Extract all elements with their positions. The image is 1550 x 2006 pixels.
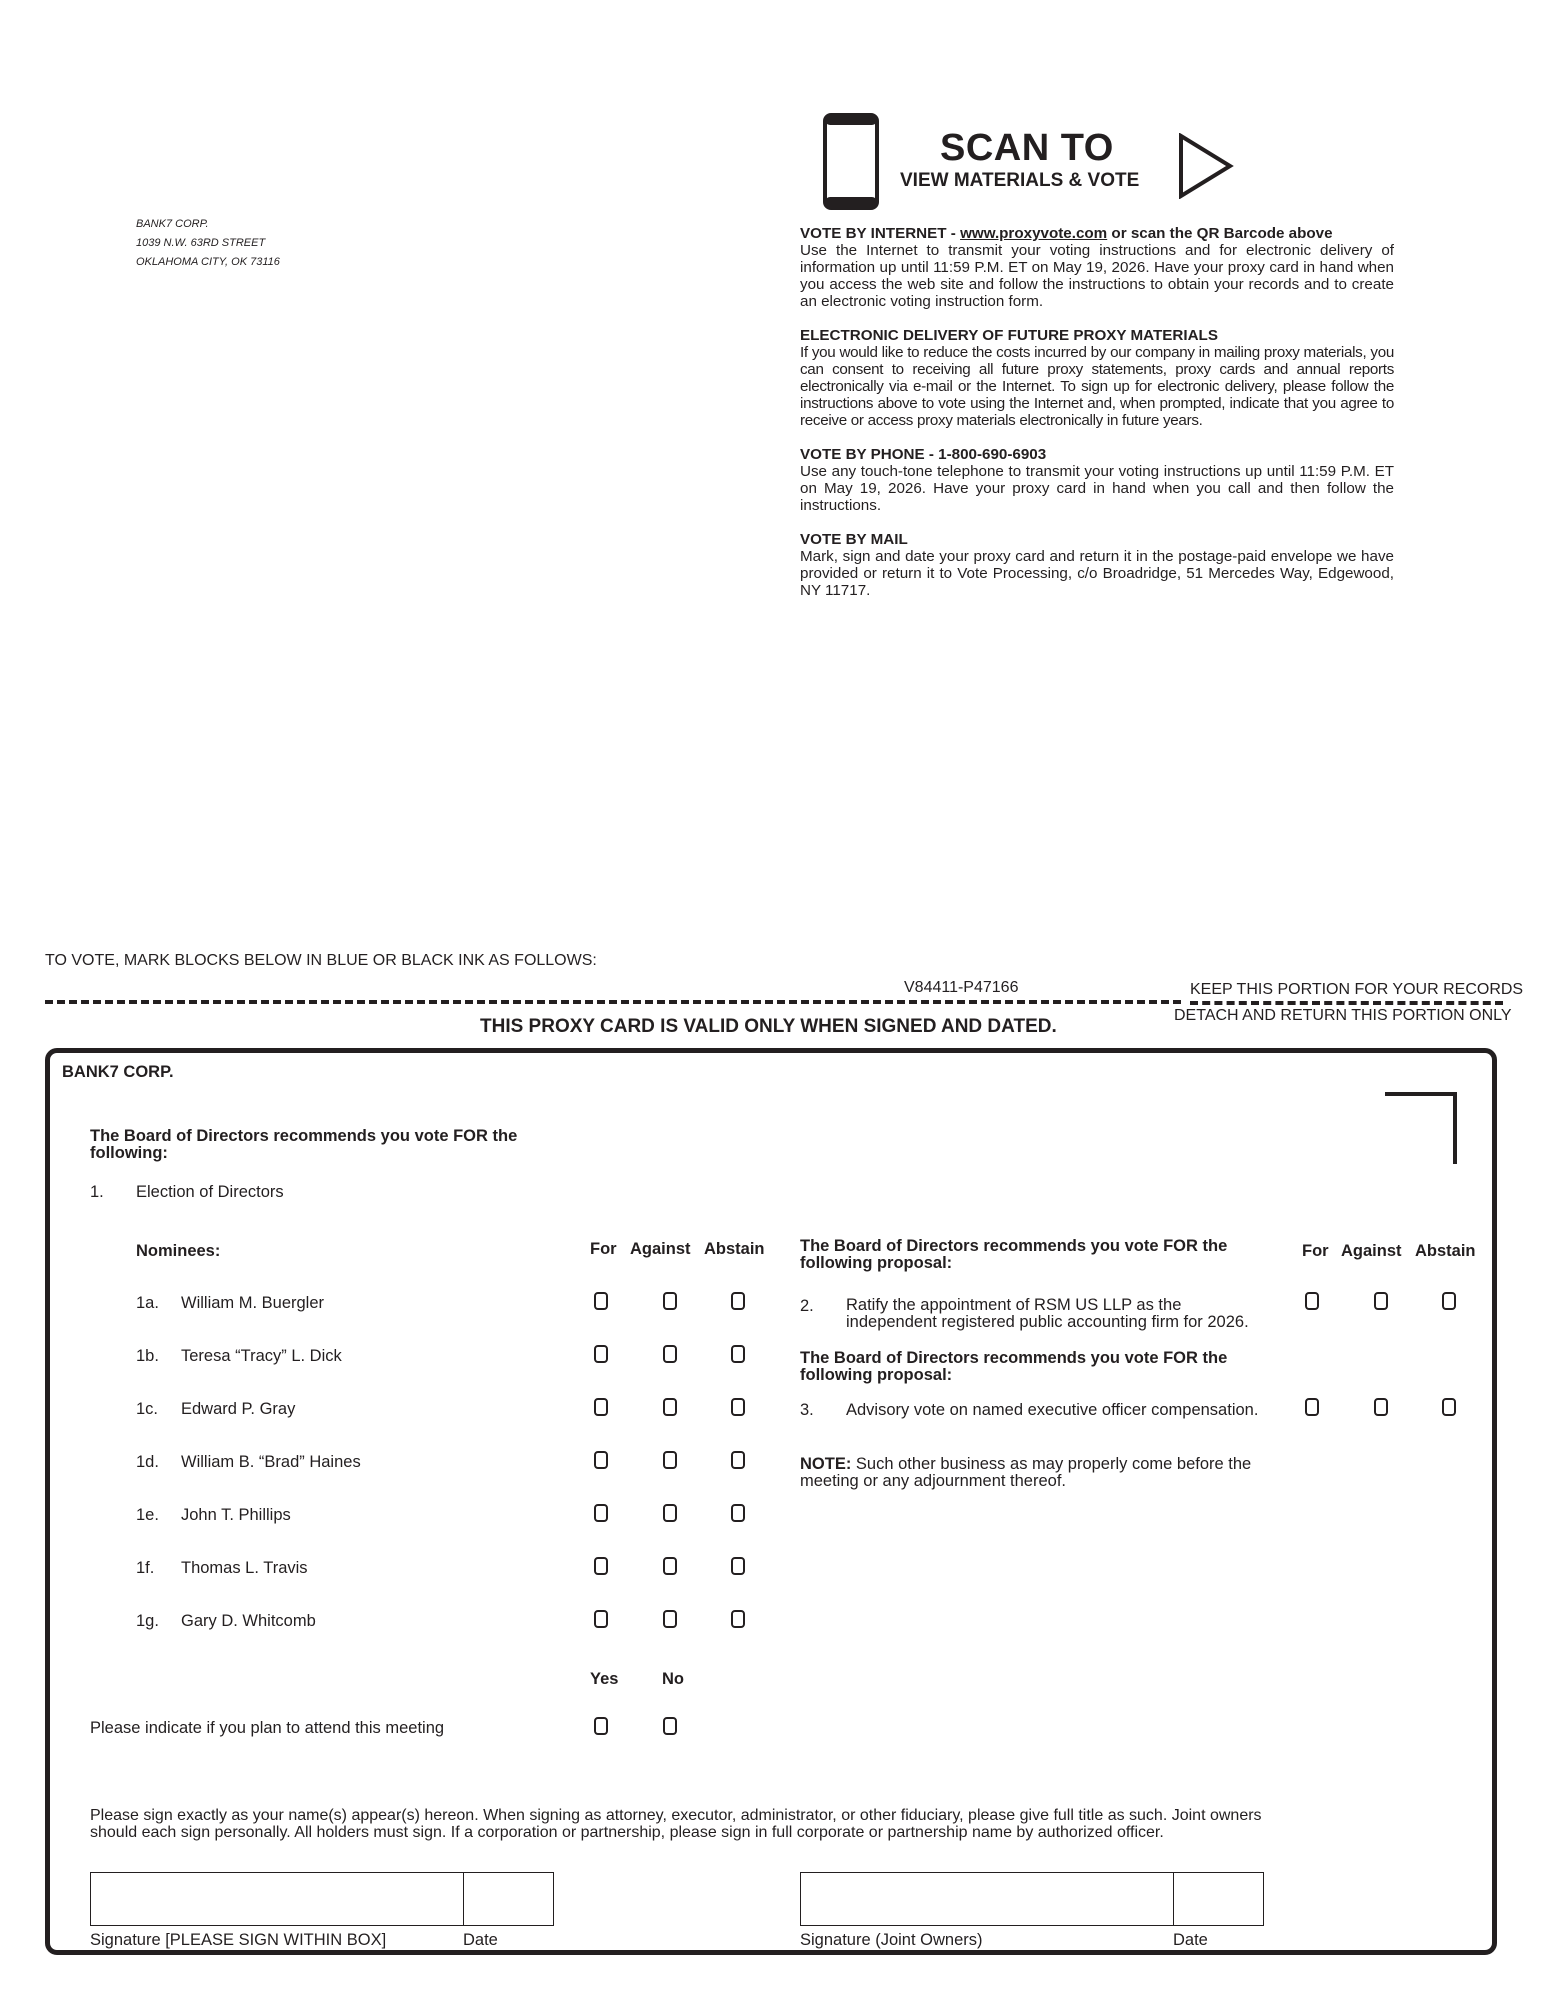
board-recommendation: The Board of Directors recommends you vote FOR the following: — [90, 1127, 518, 1162]
proposal3-number: 3. — [800, 1401, 814, 1419]
vote-abstain-checkbox[interactable] — [731, 1557, 745, 1575]
nominee-id: 1e. — [136, 1506, 159, 1524]
vote-internet-section — [800, 225, 1394, 310]
proposal2-abstain-checkbox[interactable] — [1442, 1292, 1456, 1310]
proposal2-text: Ratify the appointment of RSM US LLP as the independent registered public accounting firm for 2026. — [846, 1296, 1249, 1331]
sign-instructions: Please sign exactly as your name(s) appear(s) hereon. When signing as attorney, executor, administrator, or other fiduciary, please give full title as such. Joint owners should each sign personally. All holders must sign. If a corporation or partnership, please sign in full corporate or partnership name by authorized officer. — [90, 1807, 1262, 1841]
joint-signature-date-divider — [1173, 1872, 1174, 1926]
note-label: NOTE: — [800, 1455, 852, 1473]
vote-abstain-checkbox[interactable] — [731, 1292, 745, 1310]
nominee-id: 1f. — [136, 1559, 155, 1577]
date-label: Date — [463, 1931, 498, 1949]
nominee-name: John T. Phillips — [181, 1506, 291, 1524]
vote-abstain-checkbox[interactable] — [731, 1398, 745, 1416]
vote-abstain-checkbox[interactable] — [731, 1610, 745, 1628]
company-address — [136, 215, 280, 272]
vote-abstain-checkbox[interactable] — [731, 1345, 745, 1363]
nominee-id: 1a. — [136, 1294, 159, 1312]
vote-for-checkbox[interactable] — [594, 1504, 608, 1522]
joint-signature-box[interactable] — [800, 1872, 1264, 1926]
nominees-header: Nominees: — [136, 1242, 221, 1260]
vote-against-checkbox[interactable] — [663, 1504, 677, 1522]
nominee-id: 1g. — [136, 1612, 159, 1630]
vote-for-checkbox[interactable] — [594, 1451, 608, 1469]
note — [800, 1456, 1266, 1490]
vote-for-checkbox[interactable] — [594, 1345, 608, 1363]
play-arrow-icon — [1178, 133, 1234, 199]
control-code: V84411-P47166 — [904, 979, 1019, 996]
vote-against-checkbox[interactable] — [663, 1451, 677, 1469]
vote-mail-heading: VOTE BY MAIL — [800, 531, 908, 548]
header-abstain: Abstain — [704, 1240, 765, 1258]
vote-abstain-checkbox[interactable] — [731, 1504, 745, 1522]
signature-date-divider — [463, 1872, 464, 1926]
signature-box[interactable] — [90, 1872, 554, 1926]
signature-label: Signature [PLEASE SIGN WITHIN BOX] — [90, 1931, 387, 1949]
nominee-name: Edward P. Gray — [181, 1400, 296, 1418]
registration-mark — [1385, 1092, 1457, 1164]
vote-for-checkbox[interactable] — [594, 1610, 608, 1628]
vote-phone-section — [800, 446, 1394, 514]
nominee-name: William M. Buergler — [181, 1294, 325, 1312]
smartphone-icon — [823, 113, 879, 210]
proposal3-against-checkbox[interactable] — [1374, 1398, 1388, 1416]
joint-date-label: Date — [1173, 1931, 1208, 1949]
address-city: OKLAHOMA CITY, OK 73116 — [136, 256, 280, 268]
vote-for-checkbox[interactable] — [594, 1292, 608, 1310]
vote-for-checkbox[interactable] — [594, 1557, 608, 1575]
proposal2-against-checkbox[interactable] — [1374, 1292, 1388, 1310]
detach-line — [45, 1000, 1181, 1004]
vote-phone-heading: VOTE BY PHONE - 1-800-690-6903 — [800, 446, 1047, 463]
vote-against-checkbox[interactable] — [663, 1557, 677, 1575]
keep-portion-label: KEEP THIS PORTION FOR YOUR RECORDS — [1190, 981, 1524, 998]
header-no: No — [662, 1670, 684, 1688]
vote-mail-section — [800, 531, 1394, 599]
vote-against-checkbox[interactable] — [663, 1398, 677, 1416]
vote-for-checkbox[interactable] — [594, 1398, 608, 1416]
header-for: For — [590, 1240, 617, 1258]
detach-return-label: DETACH AND RETURN THIS PORTION ONLY — [1174, 1007, 1512, 1024]
vote-against-checkbox[interactable] — [663, 1345, 677, 1363]
vote-phone-body: Use any touch-tone telephone to transmit your voting instructions up until 11:59 P.M. ET on May 19, 2026. Have your proxy card in hand when you call and then follow the instructions. — [800, 463, 1394, 514]
item1-label: Election of Directors — [136, 1183, 284, 1201]
electronic-delivery-heading: ELECTRONIC DELIVERY OF FUTURE PROXY MATERIALS — [800, 327, 1218, 344]
electronic-delivery-section — [800, 327, 1394, 429]
nominee-id: 1d. — [136, 1453, 159, 1471]
proposal2-number: 2. — [800, 1297, 814, 1315]
nominee-name: William B. “Brad” Haines — [181, 1453, 361, 1471]
header-against: Against — [630, 1240, 691, 1258]
vote-abstain-checkbox[interactable] — [731, 1451, 745, 1469]
proposal2-recommendation: The Board of Directors recommends you vote FOR the following proposal: — [800, 1237, 1228, 1272]
proposal3-recommendation: The Board of Directors recommends you vote FOR the following proposal: — [800, 1349, 1228, 1384]
proposal3-abstain-checkbox[interactable] — [1442, 1398, 1456, 1416]
nominee-id: 1c. — [136, 1400, 159, 1418]
vote-against-checkbox[interactable] — [663, 1610, 677, 1628]
note-text: Such other business as may properly come before the meeting or any adjournment thereof. — [800, 1455, 1252, 1490]
header-for-right: For — [1302, 1242, 1329, 1260]
vote-internet-heading: VOTE BY INTERNET - www.proxyvote.com or scan the QR Barcode above — [800, 225, 1333, 242]
nominee-name: Teresa “Tracy” L. Dick — [181, 1347, 342, 1365]
proxyvote-link[interactable]: www.proxyvote.com — [960, 225, 1108, 242]
vote-against-checkbox[interactable] — [663, 1292, 677, 1310]
to-vote-instructions: TO VOTE, MARK BLOCKS BELOW IN BLUE OR BLACK INK AS FOLLOWS: — [45, 952, 597, 969]
address-street: 1039 N.W. 63RD STREET — [136, 237, 266, 249]
header-yes: Yes — [590, 1670, 619, 1688]
card-company-name: BANK7 CORP. — [62, 1063, 174, 1081]
nominee-id: 1b. — [136, 1347, 159, 1365]
nominee-name: Gary D. Whitcomb — [181, 1612, 316, 1630]
attend-no-checkbox[interactable] — [663, 1717, 677, 1735]
scan-subtitle: VIEW MATERIALS & VOTE — [900, 170, 1140, 191]
item1-number: 1. — [90, 1183, 104, 1201]
header-abstain-right: Abstain — [1415, 1242, 1476, 1260]
address-name: BANK7 CORP. — [136, 218, 209, 230]
joint-signature-label: Signature (Joint Owners) — [800, 1931, 983, 1949]
vote-mail-body: Mark, sign and date your proxy card and return it in the postage-paid envelope we have provided or return it to Vote Processing, c/o Broadridge, 51 Mercedes Way, Edgewood, NY 11717. — [800, 548, 1394, 599]
proposal3-for-checkbox[interactable] — [1305, 1398, 1319, 1416]
electronic-delivery-body: If you would like to reduce the costs incurred by our company in mailing proxy materials, you can consent to receiving all future proxy statements, proxy cards and annual reports electronically via e-mail or the Internet. To sign up for electronic delivery, please follow the instructions above to vote using the Internet and, when prompted, indicate that you agree to receive or access proxy materials electronically in future years. — [800, 344, 1394, 429]
attend-label: Please indicate if you plan to attend this meeting — [90, 1719, 445, 1737]
nominee-name: Thomas L. Travis — [181, 1559, 308, 1577]
keep-dash-line — [1190, 1001, 1503, 1005]
scan-title: SCAN TO — [940, 127, 1114, 169]
proposal2-for-checkbox[interactable] — [1305, 1292, 1319, 1310]
attend-yes-checkbox[interactable] — [594, 1717, 608, 1735]
vote-internet-body: Use the Internet to transmit your voting instructions and for electronic delivery of information up until 11:59 P.M. ET on May 19, 2026. Have your proxy card in hand when you access the web site and follow the instructions to obtain your records and to create an electronic voting instruction form. — [800, 242, 1394, 310]
valid-notice: THIS PROXY CARD IS VALID ONLY WHEN SIGNED AND DATED. — [480, 1016, 1057, 1037]
header-against-right: Against — [1341, 1242, 1402, 1260]
proposal3-text: Advisory vote on named executive officer compensation. — [846, 1401, 1259, 1419]
